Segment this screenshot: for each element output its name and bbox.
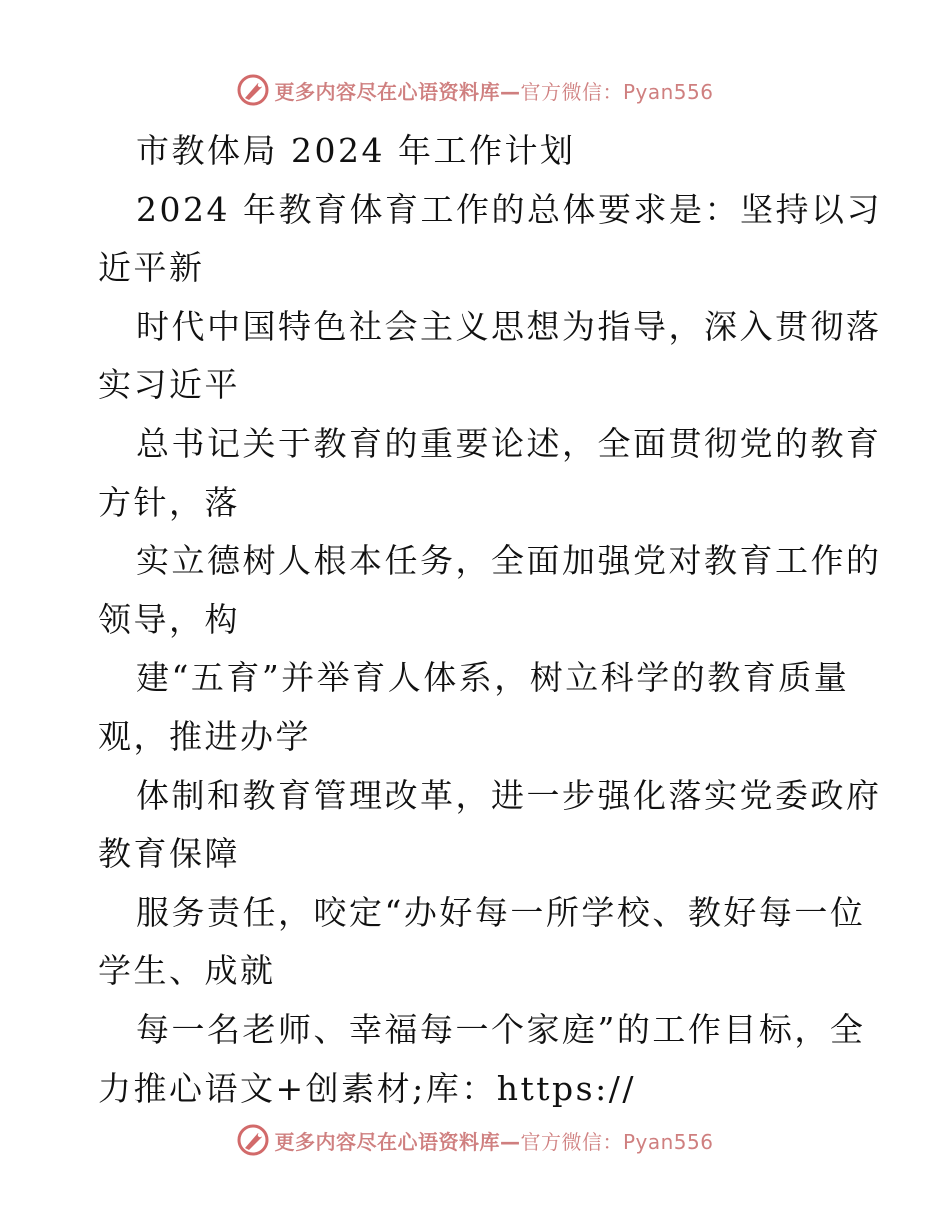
watermark-wechat: 官方微信：Pyan556 [520,79,714,104]
text-line: 体制和教育管理改革，进一步强化落实党委政府 [136,775,882,815]
text-line: 总书记关于教育的重要论述，全面贯彻党的教育 [136,423,882,463]
pen-logo-icon [236,1123,270,1157]
text-line: 学生、成就 [98,951,276,991]
watermark-wechat: 官方微信：Pyan556 [520,1129,714,1154]
text-line: 力推心语文+创素材;库：https:// [98,1068,636,1108]
watermark-text [274,1126,713,1155]
text-line: 每一名老师、幸福每一个家庭”的工作目标，全 [136,1009,866,1049]
text-line: 实立德树人根本任务，全面加强党对教育工作的 [136,541,882,581]
text-line: 观，推进办学 [98,716,311,756]
text-line: 实习近平 [98,365,240,405]
text-line: 近平新 [98,248,205,288]
text-line: 教育保障 [98,834,240,874]
text-line: 2024 年教育体育工作的总体要求是：坚持以习 [136,189,882,229]
document-body [98,122,882,1118]
text-line: 领导，构 [98,599,240,639]
header-watermark [0,70,950,110]
text-line: 建“五育”并举育人体系，树立科学的教育质量 [136,658,850,698]
text-line: 服务责任，咬定“办好每一所学校、教好每一位 [136,892,866,932]
pen-logo-icon [236,73,270,107]
watermark-main: 更多内容尽在心语资料库 [274,79,500,104]
watermark-text [274,76,713,105]
watermark-separator: — [499,79,521,104]
watermark-separator: — [499,1129,521,1154]
text-line: 方针，落 [98,482,240,522]
document-title: 市教体局 2024 年工作计划 [136,131,576,170]
text-line: 时代中国特色社会主义思想为指导，深入贯彻落 [136,306,882,346]
footer-watermark [0,1120,950,1160]
watermark-main: 更多内容尽在心语资料库 [274,1129,500,1154]
